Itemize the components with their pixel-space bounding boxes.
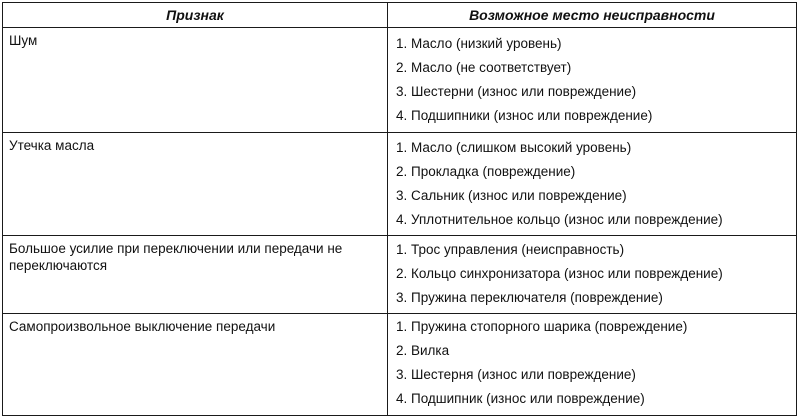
causes-cell — [388, 28, 796, 132]
cause-item: 4. Уплотнительное кольцо (износ или повреждение) — [396, 212, 723, 227]
sign-cell: Утечка масла — [3, 133, 388, 235]
cause-item: 2. Прокладка (повреждение) — [396, 164, 576, 179]
cause-item: 3. Сальник (износ или повреждение) — [396, 188, 627, 203]
causes-cell — [388, 236, 796, 313]
cause-item: 2. Вилка — [396, 343, 450, 358]
troubleshooting-table — [2, 2, 797, 416]
cause-item: 3. Шестерня (износ или повреждение) — [396, 367, 636, 382]
cause-item: 4. Подшипники (износ или повреждение) — [396, 108, 653, 123]
cause-item: 1. Пружина стопорного шарика (повреждение) — [396, 319, 688, 334]
sign-cell: Большое усилие при переключении или передачи не переключаются — [3, 236, 388, 313]
header-sign: Признак — [3, 3, 388, 27]
cause-item: 1. Масло (слишком высокий уровень) — [396, 140, 632, 155]
table-row — [3, 28, 796, 133]
table-row — [3, 236, 796, 314]
cause-item: 4. Подшипник (износ или повреждение) — [396, 391, 645, 406]
table-header — [3, 3, 796, 28]
cause-item: 2. Кольцо синхронизатора (износ или повреждение) — [396, 266, 723, 281]
cause-item: 1. Масло (низкий уровень) — [396, 36, 562, 51]
header-cause: Возможное место неисправности — [469, 7, 715, 23]
sign-cell: Самопроизвольное выключение передачи — [3, 314, 388, 415]
cause-item: 1. Трос управления (неисправность) — [396, 242, 625, 257]
table-row — [3, 314, 796, 415]
sign-cell: Шум — [3, 28, 388, 132]
cause-item: 2. Масло (не соответствует) — [396, 60, 572, 75]
table-row — [3, 133, 796, 236]
cause-item: 3. Пружина переключателя (повреждение) — [396, 290, 663, 305]
causes-cell — [388, 314, 796, 415]
cause-item: 3. Шестерни (износ или повреждение) — [396, 84, 637, 99]
causes-cell — [388, 133, 796, 235]
